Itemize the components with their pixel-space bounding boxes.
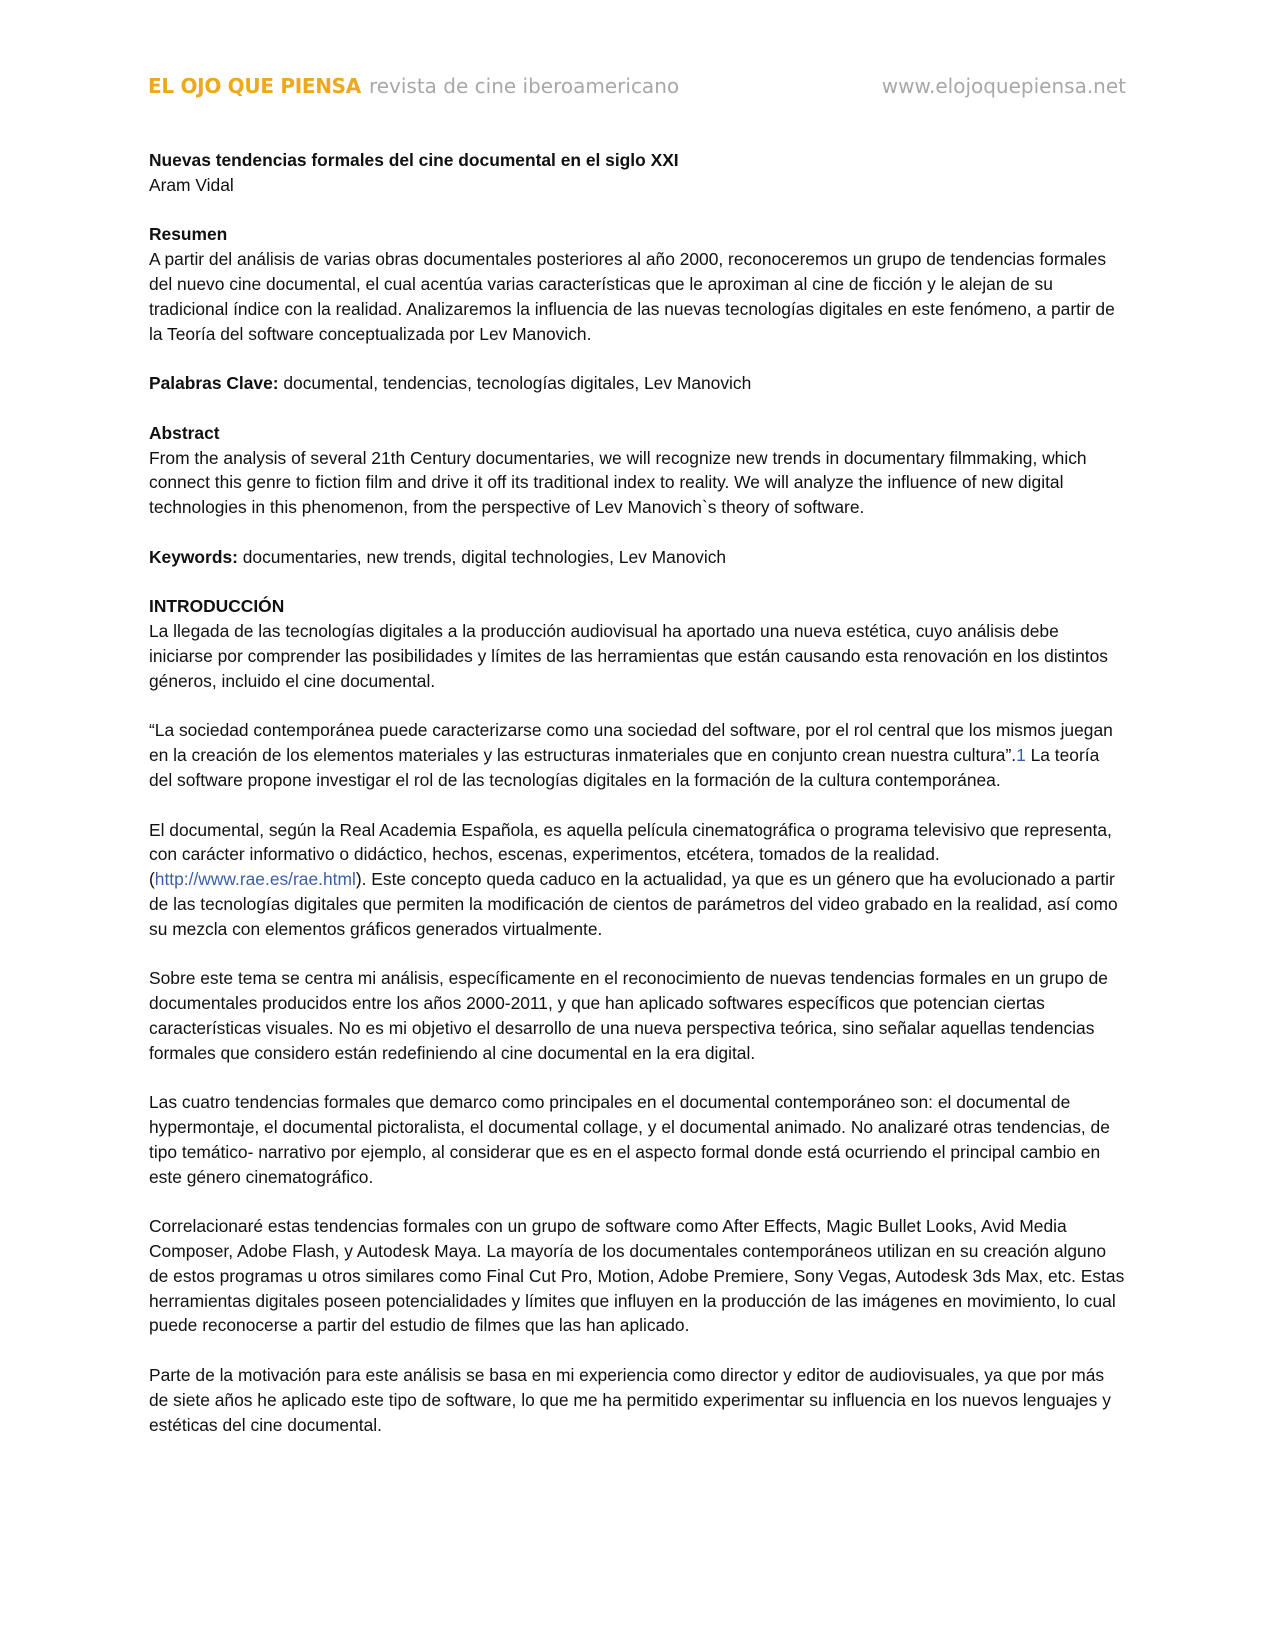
quote-paragraph (149, 718, 1127, 792)
abstract-heading: Abstract (149, 422, 220, 443)
motivacion-paragraph: Parte de la motivación para este análisis se basa en mi experiencia como director y editor de audiovisuales, ya que por más de siete años he aplicado este tipo de software, lo que me ha permitido experimentar su influencia en los nuevos lenguajes y estéticas del cine documental. (149, 1365, 1111, 1435)
documental-text-end: ). Este concepto queda caduco en la actualidad, ya que es un género que ha evolucionado a partir de las tecnologías digitales que permiten la modificación de cientos de parámetros del video grabado en la realidad, así como su mezcla con elementos gráficos generados virtualmente. (149, 869, 1118, 939)
software-paragraph: Correlacionaré estas tendencias formales con un grupo de software como After Effects, Magic Bullet Looks, Avid Media Composer, Adobe Flash, y Autodesk Maya. La mayoría de los documentales contemporáneos utilizan en su creación alguno de estos programas u otros similares como Final Cut Pro, Motion, Adobe Premiere, Sony Vegas, Autodesk 3ds Max, etc. Estas herramientas digitales poseen potencialidades y límites que influyen en la producción de las imágenes en movimiento, lo cual puede reconocerse a partir del estudio de filmes que las han aplicado. (149, 1216, 1125, 1336)
article-body (149, 148, 1127, 1462)
documental-paragraph (149, 818, 1127, 942)
intro-paragraph: La llegada de las tecnologías digitales a la producción audiovisual ha aportado una nueva estética, cuyo análisis debe iniciarse por comprender las posibilidades y límites de las herramientas que están causando esta renovación en los distintos géneros, incluido el cine documental. (149, 621, 1108, 691)
abstract-paragraph: From the analysis of several 21th Century documentaries, we will recognize new trends in documentary filmmaking, which connect this genre to fiction film and drive it off its traditional index to reality. We will analyze the influence of new digital technologies in this phenomenon, from the perspective of Lev Manovich`s theory of software. (149, 447, 1087, 518)
keywords-label: Keywords: (149, 546, 238, 567)
quote-text: “La sociedad contemporánea puede caracterizarse como una sociedad del software, por el rol central que los mismos juegan en la creación de los elementos materiales y las estructuras inmateriales que en conjunto crean nuestra cultura”. (149, 720, 1113, 766)
palabras-clave (149, 371, 1127, 396)
journal-brand: EL OJO QUE PIENSA (148, 74, 361, 98)
rae-link[interactable]: http://www.rae.es/rae.html (154, 869, 356, 890)
article-title: Nuevas tendencias formales del cine documental en el siglo XXI (149, 150, 679, 170)
keywords-text: documentaries, new trends, digital technologies, Lev Manovich (237, 546, 727, 567)
quote-after-text: La teoría del software propone investigar el rol de las tecnologías digitales en la formación de la cultura contemporánea. (149, 745, 1100, 790)
footnote-link[interactable]: 1 (1016, 745, 1026, 766)
resumen-paragraph: A partir del análisis de varias obras documentales posteriores al año 2000, reconoceremos un grupo de tendencias formales del nuevo cine documental, el cual acentúa varias características que le aproximan al cine de ficción y le alejan de su tradicional índice con la realidad. Analizaremos la influencia de las nuevas tecnologías digitales en este fenómeno, a partir de la Teoría del software conceptualizada por Lev Manovich. (149, 249, 1115, 344)
intro-heading: INTRODUCCIÓN (149, 596, 285, 617)
keywords (149, 545, 1127, 570)
article-author: Aram Vidal (149, 174, 234, 195)
journal-tagline: revista de cine iberoamericano (368, 74, 680, 98)
journal-website: www.elojoquepiensa.net (881, 74, 1126, 98)
documental-text-start: El documental, según la Real Academia Española, es aquella película cinematográfica o programa televisivo que representa, con carácter informativo o didáctico, hechos, escenas, experimentos, etcétera, tomados de la realidad. ( (149, 819, 1112, 890)
tendencias-paragraph: Las cuatro tendencias formales que demarco como principales en el documental contemporáneo son: el documental de hypermontaje, el documental pictoralista, el documental collage, y el documental animado. No analizaré otras tendencias, de tipo temático- narrativo por ejemplo, al considerar que es en el aspecto formal donde está ocurriendo el principal cambio en este género cinematográfico. (149, 1092, 1110, 1187)
journal-header (148, 74, 1126, 106)
resumen-heading: Resumen (149, 224, 228, 245)
palabras-clave-label: Palabras Clave: (149, 373, 279, 394)
sobre-paragraph: Sobre este tema se centra mi análisis, específicamente en el reconocimiento de nuevas tendencias formales en un grupo de documentales producidos entre los años 2000-2011, y que han aplicado softwares específicos que potencian ciertas características visuales. No es mi objetivo el desarrollo de una nueva perspectiva teórica, sino señalar aquellas tendencias formales que considero están redefiniendo al cine documental en la era digital. (149, 968, 1108, 1063)
palabras-clave-text: documental, tendencias, tecnologías digitales, Lev Manovich (278, 373, 752, 394)
